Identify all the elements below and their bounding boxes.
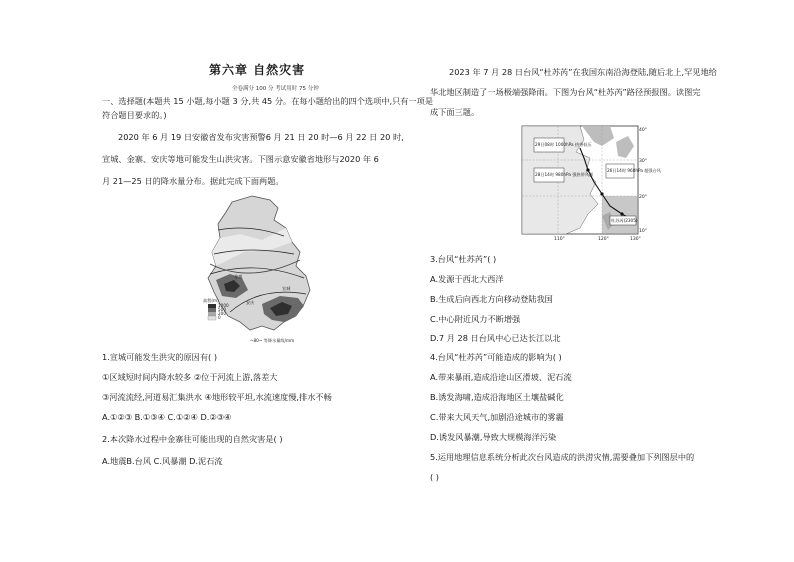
legend-swatch-3 xyxy=(208,312,216,316)
question-4: 4.台风“杜苏芮”可能造成的影响为( ) xyxy=(430,352,562,362)
q4-option-a: A.带来暴雨,造成沿途山区滑坡、泥石流 xyxy=(430,372,572,382)
label-xuancheng: 宣城 xyxy=(282,286,291,291)
section-heading: 一、选择题(本题共 15 小题,每小题 3 分,共 45 分。在每小题给出的四个选项中,只有一项是 xyxy=(102,96,434,106)
legend-value-4: 0 xyxy=(218,315,221,320)
lon-label-1: 110° xyxy=(554,237,565,242)
lon-label-3: 130° xyxy=(630,237,641,242)
section-heading-cont: 符合题目要求的。) xyxy=(102,110,167,120)
lat-label-1: 40° xyxy=(639,128,647,133)
lat-label-3: 20° xyxy=(639,195,647,200)
intro-line-2: 华北地区制造了一场极端强降雨。下图为台风“杜苏芮”路径预报图。读图完 xyxy=(430,87,701,97)
track-point-2 xyxy=(600,192,603,195)
passage-line-2: 宣城、金寨、安庆等地可能发生山洪灾害。下图示意安徽省地形与2020 年 6 xyxy=(102,154,379,164)
question-1: 1.宣城可能发生洪灾的原因有( ) xyxy=(102,352,218,362)
typhoon-track-map xyxy=(518,124,661,242)
q4-option-d: D.诱发风暴潮,导致大规模海洋污染 xyxy=(430,432,557,442)
question-3: 3.台风“杜苏芮”( ) xyxy=(430,254,497,264)
q2-choices: A.地震B.台风 C.风暴潮 D.泥石流 xyxy=(102,456,223,466)
legend-swatch-4 xyxy=(208,316,216,320)
question-2: 2.本次降水过程中金寨往可能出现的自然灾害是( ) xyxy=(102,434,283,444)
exam-meta: 全卷满分 100 分 考试用时 75 分钟 xyxy=(232,86,319,92)
track-point-1 xyxy=(620,212,623,215)
q3-option-b: B.生成后向西北方向移动登陆我国 xyxy=(430,294,553,304)
lat-label-2: 30° xyxy=(639,159,647,164)
question-5-answer-blank: ( ) xyxy=(430,472,439,482)
label-jinzhai: 金寨 xyxy=(234,274,243,279)
intro-line-3: 成下面三题。 xyxy=(430,107,480,117)
label-anqing: 安庆 xyxy=(246,300,255,305)
q4-option-b: B.诱发海啸,造成沿海地区土壤盐碱化 xyxy=(430,392,564,402)
info-box-3-text: 26日14时 960hPa 超强台风 xyxy=(607,168,661,173)
lat-label-4: 10° xyxy=(639,229,647,234)
passage-line-3: 月 21—25 日的降水量分布。据此完成下面两题。 xyxy=(102,176,284,186)
info-box-1-text: 29日08时 1000hPa 热带低压 xyxy=(535,142,592,147)
anhui-terrain-map xyxy=(200,194,330,346)
lon-label-2: 120° xyxy=(598,237,609,242)
q3-option-c: C.中心附近风力不断增强 xyxy=(430,314,521,324)
legend-swatch-1 xyxy=(208,304,216,308)
info-box-2-text: 28日14时 980hPa 强热带风暴 xyxy=(535,172,594,177)
q1-choices: A.①②③ B.①③④ C.①②④ D.②③④ xyxy=(102,412,232,422)
info-box-4-text: 杜苏芮(2305) xyxy=(611,218,638,223)
passage-line-1: 2020 年 6 月 19 日安徽省发布灾害预警6 月 21 日 20 时—6 月 22 日 20 时, xyxy=(118,132,404,142)
q4-option-c: C.带来大风天气,加剧沿途城市的雾霾 xyxy=(430,412,564,422)
q1-statements-2: ③河流流经,河道易汇集洪水 ④地形较平坦,水流速度慢,排水不畅 xyxy=(102,392,332,402)
legend-title: 高程(m) xyxy=(203,298,219,303)
legend-value-1: 1000 xyxy=(218,303,229,308)
legend-swatch-2 xyxy=(208,308,216,312)
intro-line-1: 2023 年 7 月 28 日台风“杜苏芮”在我国东南沿海登陆,随后北上,罕见地给 xyxy=(449,67,717,77)
q1-statements-1: ①区域短时间内降水较多 ②位于河流上游,落差大 xyxy=(102,372,278,382)
isohyet-legend: ~80~ 等降水量线/mm xyxy=(250,338,295,343)
q3-option-a: A.发源于西北大西洋 xyxy=(430,274,504,284)
legend-value-2: 500 xyxy=(218,307,226,312)
chapter-title: 第六章 自然灾害 xyxy=(209,63,306,77)
question-5: 5.运用地理信息系统分析此次台风造成的洪涝灾情,需要叠加下列图层中的 xyxy=(430,452,695,462)
legend-value-3: 200 xyxy=(218,311,226,316)
q3-option-d: D.7 月 28 日台风中心已达长江以北 xyxy=(430,333,561,343)
